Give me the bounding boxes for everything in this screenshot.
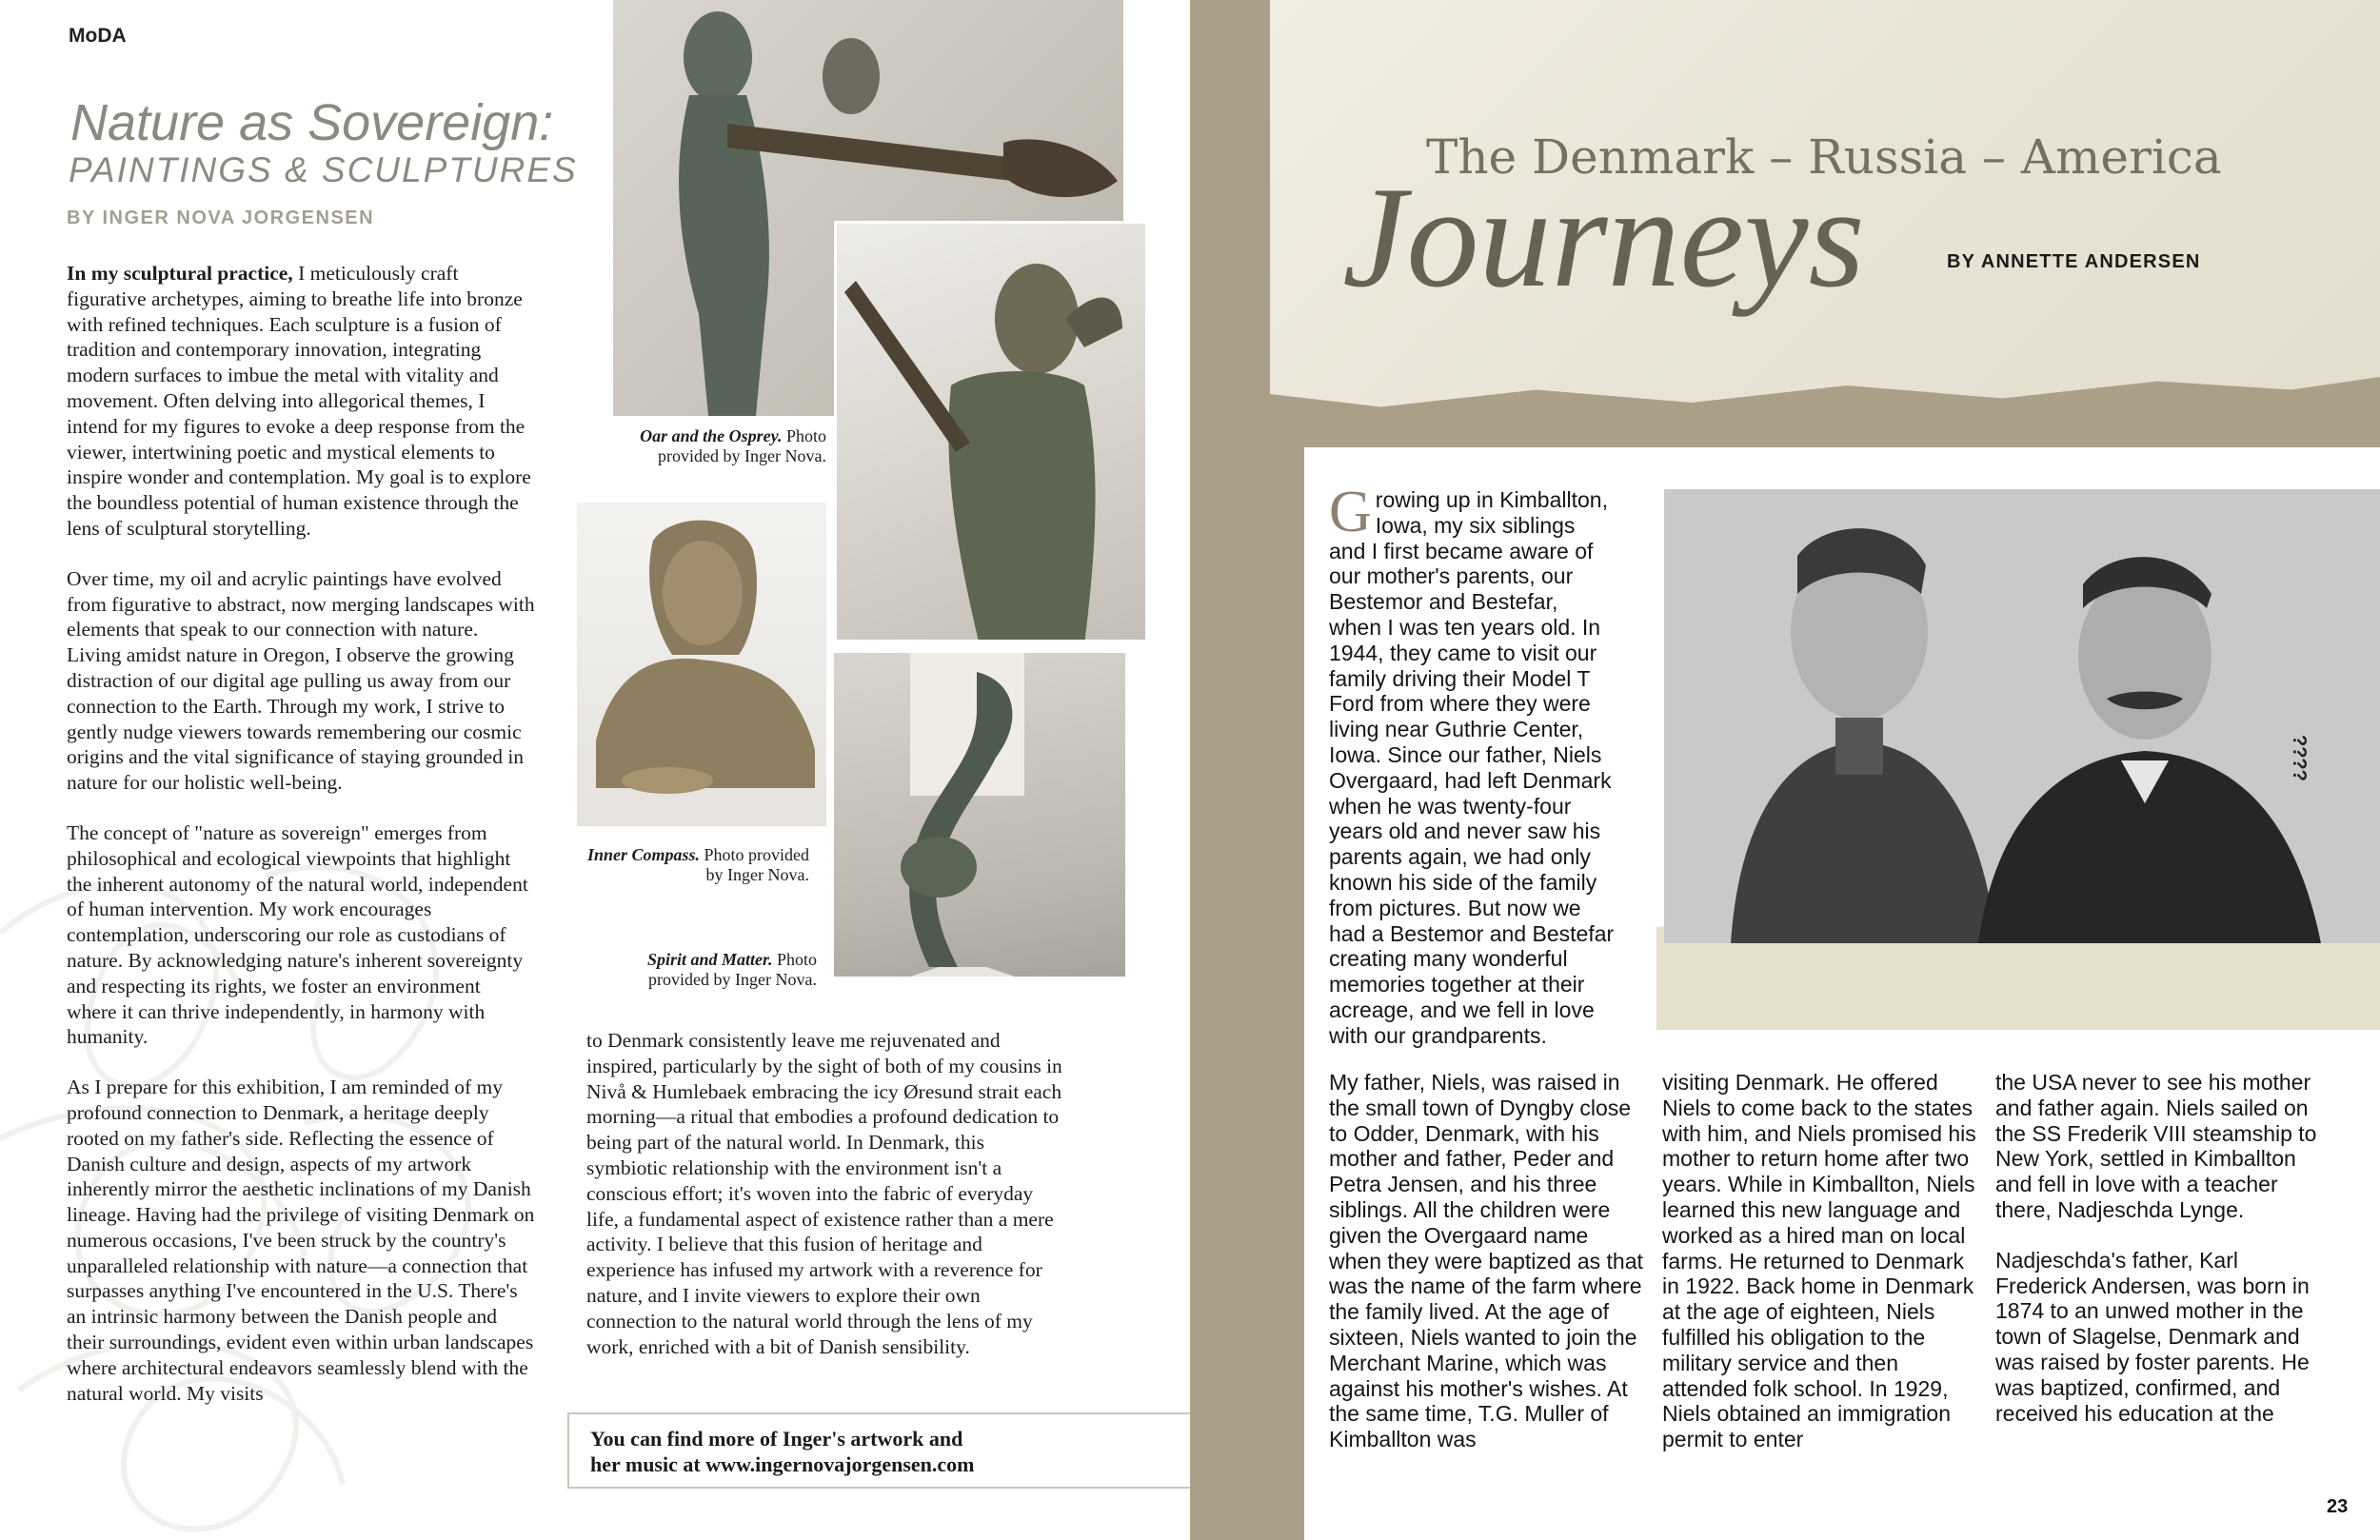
- journeys-byline: BY ANNETTE ANDERSEN: [1947, 251, 2201, 272]
- drop-cap: G: [1329, 480, 1372, 544]
- paragraph-1: In my sculptural practice, I meticulously craft figurative archetypes, aiming to breathe life into bronze with refined techniques. Each sculpture is a fusion of tradition and contemporary innovation, integrating modern surfaces to imbue the metal with vitality and movement. Often delving into allegorical themes, I intend for my figures to evoke a deep response from the viewer, intertwining poetic and mystical elements to inspire wonder and contemplation. My goal is to explore the boundless potential of human existence through the lens of sculptural storytelling.: [67, 262, 531, 540]
- journeys-column-3: [1995, 1070, 2319, 1451]
- paragraph-5: to Denmark consistently leave me rejuvenated and inspired, particularly by the sight of both of my cousins in Nivå & Humlebaek embracing the icy Øresund strait each morning—a ritual that embodies a profound dedication to being part of the natural world. In Denmark, this symbiotic relationship with the environment isn't a conscious effort; it's woven into the fabric of everyday life, a fundamental aspect of existence rather than a mere activity. I believe that this fusion of heritage and experience has infused my artwork with a reverence for nature, and I invite viewers to explore their own connection to the natural world through the lens of my work, enriched with a bit of Danish sensibility.: [586, 1029, 1062, 1358]
- section-label: MoDA: [69, 25, 127, 47]
- article-byline: BY INGER NOVA JORGENSEN: [67, 207, 375, 228]
- photo-inner-compass: [577, 503, 826, 826]
- journeys-column-2: visiting Denmark. He offered Niels to come back to the states with him, and Niels promised his mother to return home after two years. While in Kimballton, Niels learned this new language and worked as a hired man on local farms. He returned to Denmark in 1922. Back home in Denmark at the age of eighteen, Niels fulfilled his obligation to the military service and then attended folk school. In 1929, Niels obtained an immigration permit to enter: [1662, 1070, 1976, 1452]
- lead-in: In my sculptural practice,: [67, 262, 293, 285]
- journeys-title-small: The Denmark – Russia – America: [1426, 129, 2222, 185]
- article-column-left: [67, 261, 535, 1431]
- paragraph-4: As I prepare for this exhibition, I am reminded of my profound connection to Denmark, a heritage deeply rooted on my father's side. Reflecting the essence of Danish culture and design, aspects of my artwork inherently mirror the aesthetic inclinations of my Danish lineage. Having had the privilege of visiting Denmark on numerous occasions, I've been struck by the country's unparalleled relationship with nature—a connection that surpasses anything I've encountered in the U.S. There's an intrinsic harmony between the Danish people and their surroundings, evident even within urban landscapes where architectural endeavors seamlessly blend with the natural world. My visits: [67, 1076, 535, 1405]
- paragraph-3: The concept of "nature as sovereign" emerges from philosophical and ecological viewpoints that highlight the inherent autonomy of the natural world, independent of human intervention. My work encourages contemplation, underscoring our role as custodians of nature. By acknowledging nature's inherent sovereignty and respecting its rights, we foster an environment where it can thrive independently, in harmony with humanity.: [67, 820, 528, 1049]
- caption-oar-and-osprey: Oar and the Osprey. Photo provided by Inger Nova.: [640, 426, 826, 465]
- photo-spirit-and-matter: [834, 653, 1125, 977]
- caption-spirit-and-matter: Spirit and Matter. Photo provided by Inger Nova.: [646, 950, 817, 989]
- column-3-paragraph-1: the USA never to see his mother and father again. Niels sailed on the SS Frederik VIII steamship to New York, settled in Kimballton and fell in love with a teacher there, Nadjeschda Lynge.: [1995, 1070, 2317, 1222]
- promo-line-1: You can find more of Inger's artwork and: [590, 1427, 963, 1451]
- article-subtitle: PAINTINGS & SCULPTURES: [69, 150, 578, 189]
- photo-oar-and-osprey-detail: [834, 221, 1148, 642]
- journeys-column-1: My father, Niels, was raised in the small town of Dyngby close to Odder, Denmark, with his mother and father, Peder and Petra Jensen, and his three siblings. All the children were given the Overgaard name when they were baptized as that was the name of the farm where the family lived. At the age of sixteen, Niels wanted to join the Merchant Marine, which was against his mother's wishes. At the same time, T.G. Muller of Kimballton was: [1329, 1070, 1643, 1452]
- promo-box: [567, 1412, 1190, 1489]
- journeys-title-big: Journeys: [1342, 157, 1865, 317]
- right-page: [1190, 0, 2380, 1540]
- photo-side-text: ????: [2289, 735, 2310, 781]
- caption-inner-compass: Inner Compass. Photo provided by Inger Nova.: [586, 845, 809, 884]
- paragraph-2: Over time, my oil and acrylic paintings have evolved from figurative to abstract, now merging landscapes with elements that speak to our connection with nature. Living amidst nature in Oregon, I observe the growing distraction of our digital age pulling us away from our connection to the Earth. Through my work, I strive to gently nudge viewers towards remembering our cosmic origins and the vital significance of staying grounded in nature for our holistic well-being.: [67, 566, 535, 795]
- photo-couple-portrait: [1664, 489, 2380, 943]
- page-number: 23: [2327, 1496, 2349, 1517]
- promo-website[interactable]: her music at www.ingernovajorgensen.com: [590, 1452, 975, 1476]
- article-title: Nature as Sovereign:: [70, 94, 554, 151]
- column-3-paragraph-2: Nadjeschda's father, Karl Frederick Andersen, was born in 1874 to an unwed mother in the town of Slagelse, Denmark and was raised by foster parents. He was baptized, confirmed, and received his education at the: [1995, 1247, 2310, 1426]
- article-column-middle: [586, 1028, 1062, 1359]
- intro-paragraph: Growing up in Kimballton, Iowa, my six siblings and I first became aware of our mother's parents, our Bestemor and Bestefar, when I was ten years old. In 1944, they came to visit our family driving their Model T Ford from where they were living near Guthrie Center, Iowa. Since our father, Niels Overgaard, had left Denmark when he was twenty-four years old and never saw his parents again, we had only known his side of the family from pictures. But now we had a Bestemor and Bestefar creating many wonderful memories together at their acreage, and we fell in love with our grandparents.: [1329, 480, 1615, 1048]
